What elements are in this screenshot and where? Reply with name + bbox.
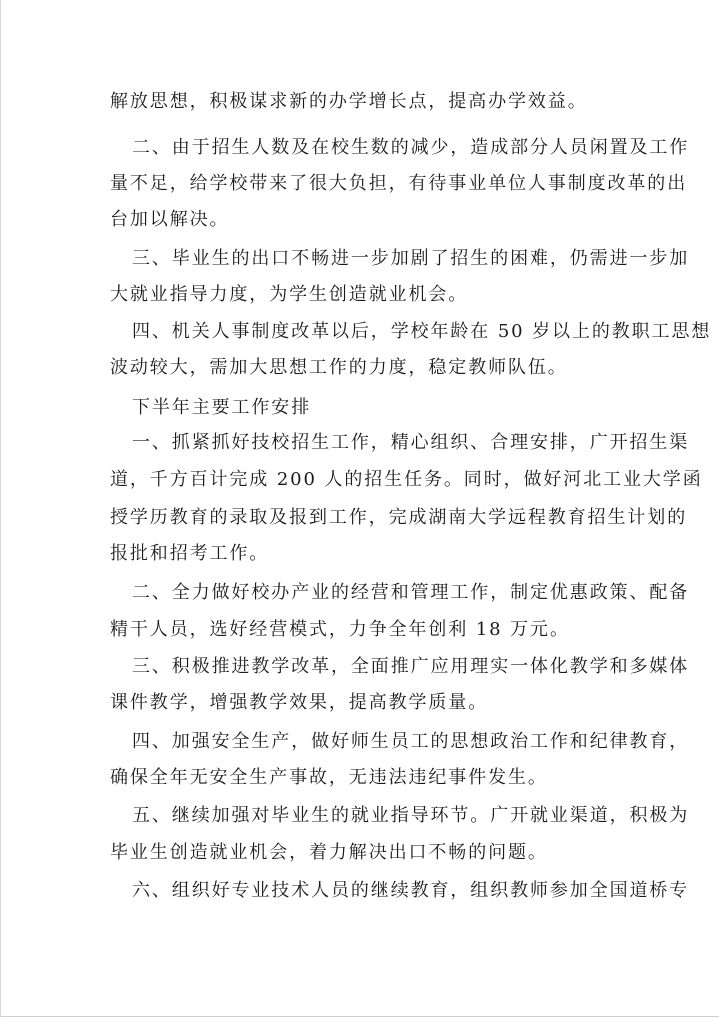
paragraph-3-line-1: 三、毕业生的出口不畅进一步加剧了招生的困难，仍需进一步加 bbox=[132, 248, 690, 269]
body-line: 解放思想，积极谋求新的办学增长点，提高办学效益。 bbox=[110, 91, 588, 112]
body-line: 道，千方百计完成 200 人的招生任务。同时，做好河北工业大学函 bbox=[110, 469, 703, 490]
plan-item-3-line-1: 三、积极推进教学改革，全面推广应用理实一体化教学和多媒体 bbox=[132, 656, 690, 677]
paragraph-2-line-1: 二、由于招生人数及在校生数的减少，造成部分人员闲置及工作 bbox=[132, 137, 690, 158]
body-line: 大就业指导力度，为学生创造就业机会。 bbox=[110, 284, 469, 305]
body-line: 波动较大，需加大思想工作的力度，稳定教师队伍。 bbox=[110, 357, 568, 378]
plan-item-1-line-1: 一、抓紧抓好技校招生工作，精心组织、合理安排，广开招生渠 bbox=[132, 432, 690, 453]
plan-item-2-line-1: 二、全力做好校办产业的经营和管理工作，制定优惠政策、配备 bbox=[132, 582, 690, 603]
body-line: 台加以解决。 bbox=[110, 209, 230, 230]
plan-item-4-line-1: 四、加强安全生产，做好师生员工的思想政治工作和纪律教育， bbox=[132, 731, 690, 752]
body-line: 课件教学，增强教学效果，提高教学质量。 bbox=[110, 692, 489, 713]
plan-item-5-line-1: 五、继续加强对毕业生的就业指导环节。广开就业渠道，积极为 bbox=[132, 805, 690, 826]
body-line: 毕业生创造就业机会，着力解决出口不畅的问题。 bbox=[110, 842, 548, 863]
body-line: 量不足，给学校带来了很大负担，有待事业单位人事制度改革的出 bbox=[110, 173, 688, 194]
body-line: 确保全年无安全生产事故，无违法违纪事件发生。 bbox=[110, 767, 548, 788]
body-line: 授学历教育的录取及报到工作，完成湖南大学远程教育招生计划的 bbox=[110, 507, 688, 528]
plan-item-6-line-1: 六、组织好专业技术人员的继续教育，组织教师参加全国道桥专 bbox=[132, 880, 690, 901]
paragraph-4-line-1: 四、机关人事制度改革以后，学校年龄在 50 岁以上的教职工思想 bbox=[132, 321, 712, 342]
section-heading: 下半年主要工作安排 bbox=[132, 397, 312, 418]
body-line: 报批和招考工作。 bbox=[110, 543, 270, 564]
body-line: 精干人员，选好经营模式，力争全年创利 18 万元。 bbox=[110, 619, 570, 640]
